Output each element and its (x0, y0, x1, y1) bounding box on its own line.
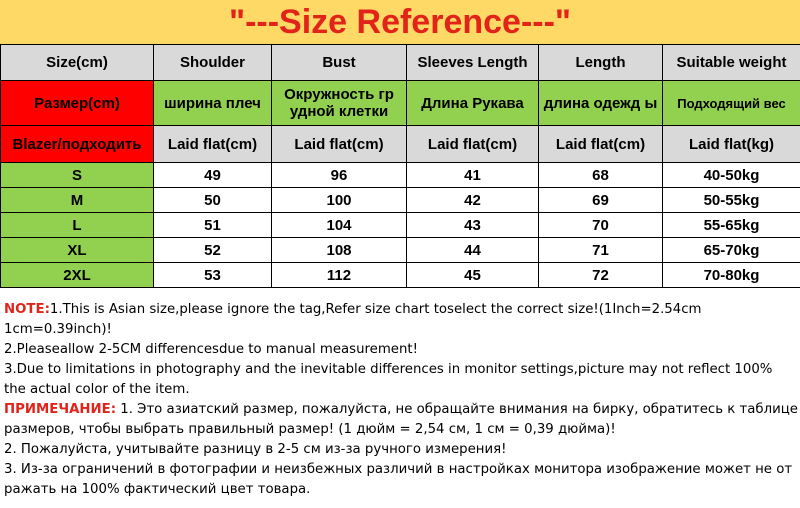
russian-header-cell: ширина плеч (154, 81, 272, 126)
table-cell: 112 (272, 263, 407, 288)
russian-header-cell: Окружность гр удной клетки (272, 81, 407, 126)
size-label: M (1, 188, 154, 213)
laid-flat-cell: Laid flat(cm) (407, 126, 539, 163)
note-ru-2: 2. Пожалуйста, учитывайте разницу в 2-5 см из-за ручного измерения! (4, 442, 507, 457)
table-cell: 104 (272, 213, 407, 238)
table-cell: 100 (272, 188, 407, 213)
table-cell: 65-70kg (663, 238, 800, 263)
header-row (1, 45, 800, 81)
header-cell: Bust (272, 45, 407, 81)
size-label: L (1, 213, 154, 238)
russian-header-row (1, 81, 800, 126)
table-cell: 70 (539, 213, 663, 238)
size-table (0, 44, 800, 288)
table-cell: 70-80kg (663, 263, 800, 288)
chart-title: "---Size Reference---" (0, 0, 800, 44)
header-cell: Shoulder (154, 45, 272, 81)
note-text: 1.This is Asian size,please ignore the tag,Refer size chart toselect the correct size!(1Inch=2.54cm 1cm=0.39inch)! (4, 302, 702, 337)
table-cell: 44 (407, 238, 539, 263)
table-cell: 40-50kg (663, 163, 800, 188)
note-en-2: 2.Pleaseallow 2-5CM differencesdue to manual measurement! (4, 342, 418, 357)
table-cell: 42 (407, 188, 539, 213)
notes (4, 300, 798, 500)
table-row (1, 238, 800, 263)
size-label: XL (1, 238, 154, 263)
table-cell: 41 (407, 163, 539, 188)
russian-header-cell: длина одежд ы (539, 81, 663, 126)
table-cell: 52 (154, 238, 272, 263)
note-ru-3: 3. Из-за ограничений в фотографии и неизбежных различий в настройках монитора изображение может не от ражать на 100% фактический цвет товара. (4, 462, 793, 497)
table-cell: 55-65kg (663, 213, 800, 238)
table-cell: 72 (539, 263, 663, 288)
laid-flat-cell: Laid flat(cm) (272, 126, 407, 163)
table-cell: 50 (154, 188, 272, 213)
russian-header-cell: Подходящий вес (663, 81, 800, 126)
table-cell: 68 (539, 163, 663, 188)
header-cell: Suitable weight (663, 45, 800, 81)
note-label: NOTE: (4, 302, 50, 317)
note-label-ru: ПРИМЕЧАНИЕ: (4, 402, 117, 417)
laid-flat-cell: Blazer/подходить (1, 126, 154, 163)
header-cell: Size(cm) (1, 45, 154, 81)
note-ru-1 (4, 400, 798, 440)
table-cell: 49 (154, 163, 272, 188)
table-cell: 51 (154, 213, 272, 238)
russian-header-cell: Размер(cm) (1, 81, 154, 126)
table-cell: 43 (407, 213, 539, 238)
table-row (1, 188, 800, 213)
table-cell: 50-55kg (663, 188, 800, 213)
note-en-3: 3.Due to limitations in photography and the inevitable differences in monitor settings,picture may not reflect 100% the actual color of the item. (4, 362, 773, 397)
table-cell: 71 (539, 238, 663, 263)
table-cell: 69 (539, 188, 663, 213)
note-text-ru: 1. Это азиатский размер, пожалуйста, не обращайте внимания на бирку, обратитесь к таблице размеров, чтобы выбрать правильный размер! (1 дюйм = 2,54 см, 1 см = 0,39 дюйма)! (4, 402, 798, 437)
table-cell: 96 (272, 163, 407, 188)
table-cell: 53 (154, 263, 272, 288)
laid-flat-cell: Laid flat(cm) (539, 126, 663, 163)
russian-header-cell: Длина Рукава (407, 81, 539, 126)
note-en-1 (4, 300, 798, 340)
table-row (1, 213, 800, 238)
laid-flat-row (1, 126, 800, 163)
table-row (1, 263, 800, 288)
header-cell: Sleeves Length (407, 45, 539, 81)
table-row (1, 163, 800, 188)
table-cell: 45 (407, 263, 539, 288)
laid-flat-cell: Laid flat(cm) (154, 126, 272, 163)
header-cell: Length (539, 45, 663, 81)
size-label: S (1, 163, 154, 188)
laid-flat-cell: Laid flat(kg) (663, 126, 800, 163)
table-cell: 108 (272, 238, 407, 263)
size-label: 2XL (1, 263, 154, 288)
